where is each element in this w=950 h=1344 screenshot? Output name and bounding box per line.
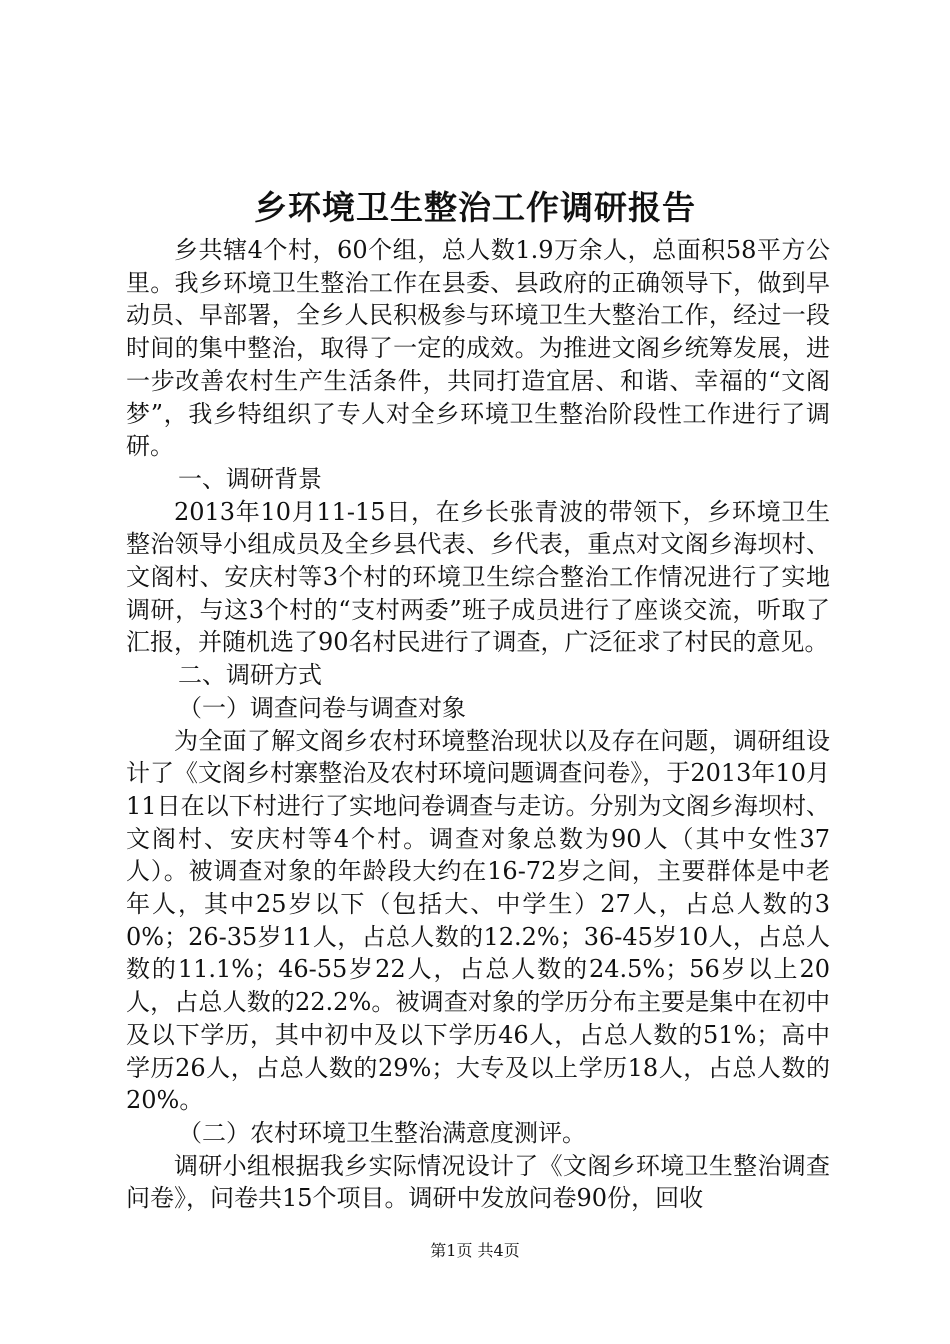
section-heading-background: 一、调研背景 — [178, 464, 322, 493]
subsection-heading-satisfaction: （二）农村环境卫生整治满意度测评。 — [178, 1118, 586, 1147]
paragraph-satisfaction: 调研小组根据我乡实际情况设计了《文阁乡环境卫生整治调查问卷》，问卷共15个项目。调研中发放问卷90份，回收 — [126, 1151, 830, 1213]
paragraph-questionnaire: 为全面了解文阁乡农村环境整治现状以及存在问题，调研组设计了《文阁乡村寨整治及农村环境问题调查问卷》，于2013年10月11日在以下村进行了实地问卷调查与走访。分别为文阁乡海坝村、文阁村、安庆村等4个村。调查对象总数为90人（其中女性37人）。被调查对象的年龄段大约在16-72岁之间，主要群体是中老年人，其中25岁以下（包括大、中学生）27人，占总人数的30%；26-35岁11人，占总人数的12.2%；36-45岁10人，占总人数的11.1%；46-55岁22人，占总人数的24.5%；56岁以上20人，占总人数的22.2%。被调查对象的学历分布主要是集中在初中及以下学历，其中初中及以下学历46人，占总人数的51%；高中学历26人，占总人数的29%；大专及以上学历18人，占总人数的20%。 — [126, 726, 830, 1115]
subsection-heading-questionnaire: （一）调查问卷与调查对象 — [178, 693, 466, 722]
document-body — [126, 234, 830, 1215]
document-title: 乡环境卫生整治工作调研报告 — [254, 188, 696, 227]
section-heading-method: 二、调研方式 — [178, 661, 322, 690]
paragraph-intro: 乡共辖4个村，60个组，总人数1.9万余人，总面积58平方公里。我乡环境卫生整治工作在县委、县政府的正确领导下，做到早动员、早部署，全乡人民积极参与环境卫生大整治工作，经过一段时间的集中整治，取得了一定的成效。为推进文阁乡统筹发展，进一步改善农村生产生活条件，共同打造宜居、和谐、幸福的“文阁梦”，我乡特组织了专人对全乡环境卫生整治阶段性工作进行了调研。 — [126, 236, 830, 461]
page-footer: 第1页 共4页 — [430, 1241, 520, 1260]
paragraph-background: 2013年10月11-15日，在乡长张青波的带领下，乡环境卫生整治领导小组成员及全乡县代表、乡代表，重点对文阁乡海坝村、文阁村、安庆村等3个村的环境卫生综合整治工作情况进行了实地调研，与这3个村的“支村两委”班子成员进行了座谈交流，听取了汇报，并随机选了90名村民进行了调查，广泛征求了村民的意见。 — [126, 497, 830, 657]
